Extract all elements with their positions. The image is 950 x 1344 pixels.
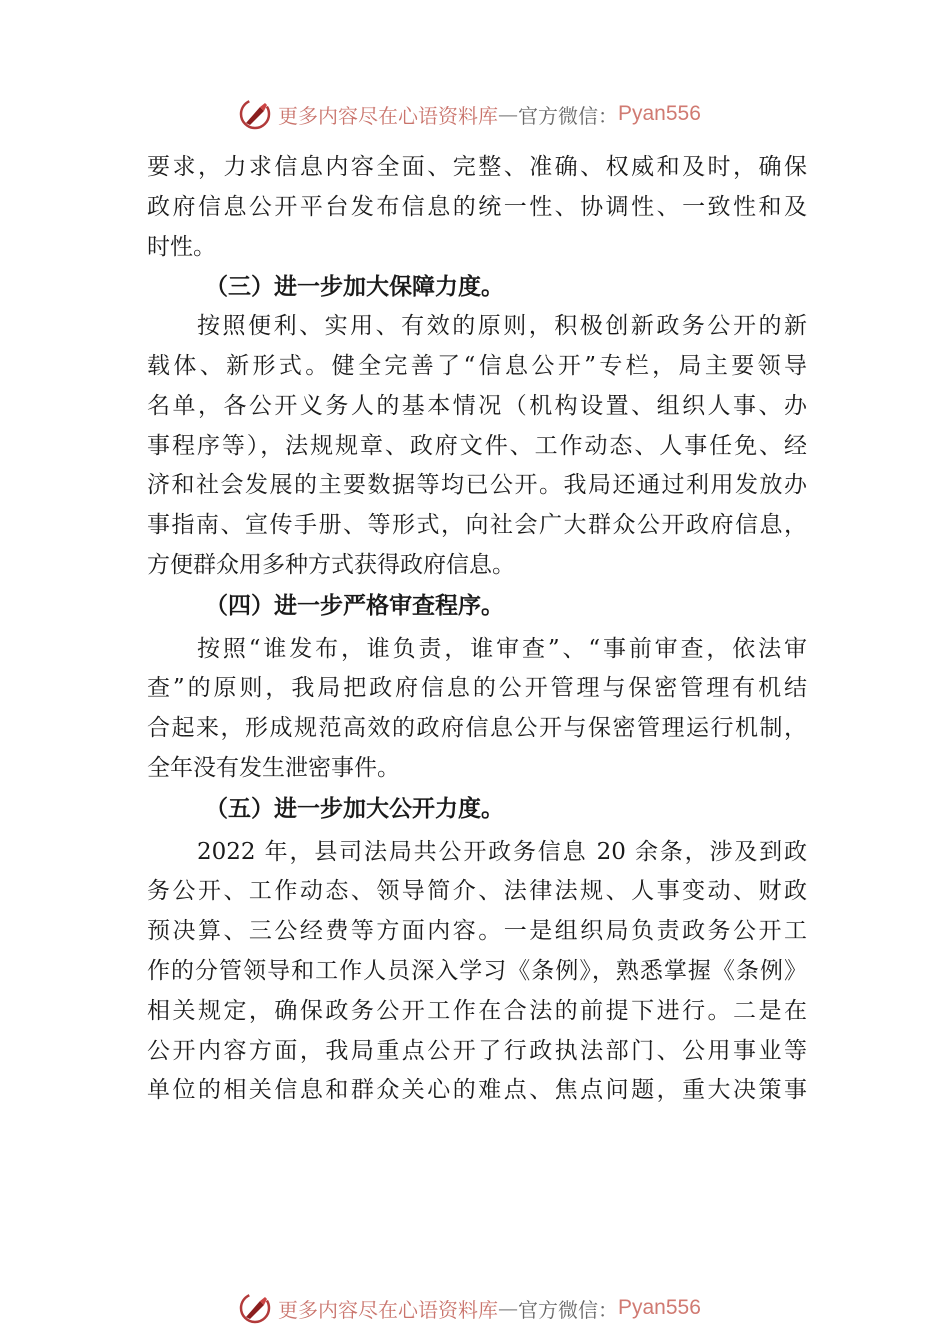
watermark-dash: — (498, 1296, 518, 1320)
text-line: 全年没有发生泄密事件。 (147, 754, 400, 781)
section-heading-5: （五）进一步加大公开力度。 (205, 794, 504, 822)
text-line: 作的分管领导和工作人员深入学习《条例》，熟悉掌握《条例》 (147, 957, 807, 984)
watermark-header (238, 96, 701, 132)
text-line: 事程序等），法规规章、政府文件、工作动态、人事任免、经 (147, 432, 807, 459)
watermark-account: Pyan556 (618, 1296, 701, 1319)
section-heading-3: （三）进一步加大保障力度。 (205, 273, 504, 301)
text-line: 事指南、宣传手册、等形式，向社会广大群众公开政府信息， (147, 512, 807, 539)
text-line: 名单，各公开义务人的基本情况（机构设置、组织人事、办 (147, 392, 807, 419)
watermark-brand: 更多内容尽在心语资料库 (278, 1297, 498, 1322)
text-line: 合起来，形成规范高效的政府信息公开与保密管理运行机制， (147, 715, 807, 742)
text-line: 时性。 (147, 233, 216, 260)
watermark-account: Pyan556 (618, 102, 701, 125)
section-heading-4: （四）进一步严格审查程序。 (205, 591, 504, 619)
text-line: 方便群众用多种方式获得政府信息。 (147, 551, 515, 578)
watermark-footer (238, 1290, 701, 1326)
text-line: 预决算、三公经费等方面内容。一是组织局负责政务公开工 (147, 918, 807, 945)
watermark-dash: — (498, 102, 518, 126)
text-line: 政府信息公开平台发布信息的统一性、协调性、一致性和及 (147, 193, 807, 220)
text-line: 公开内容方面，我局重点公开了行政执法部门、公用事业等 (147, 1037, 807, 1064)
pen-logo-icon (238, 1291, 272, 1325)
text-line: 单位的相关信息和群众关心的难点、焦点问题，重大决策事 (147, 1077, 807, 1104)
watermark-wechat-label: 官方微信： (518, 1297, 618, 1322)
text-line: 相关规定，确保政务公开工作在合法的前提下进行。二是在 (147, 997, 807, 1024)
watermark-wechat-label: 官方微信： (518, 103, 618, 128)
text-line: 按照便利、实用、有效的原则，积极创新政务公开的新 (197, 313, 807, 340)
text-line: 按照“谁发布，谁负责，谁审查”、“事前审查，依法审 (197, 635, 807, 662)
document-body (147, 148, 807, 1111)
watermark-brand: 更多内容尽在心语资料库 (278, 103, 498, 128)
text-line: 务公开、工作动态、领导简介、法律法规、人事变动、财政 (147, 878, 807, 905)
text-line: 查”的原则，我局把政府信息的公开管理与保密管理有机结 (147, 675, 807, 702)
text-line: 要求，力求信息内容全面、完整、准确、权威和及时，确保 (147, 154, 807, 180)
text-line: 2022 年，县司法局共公开政务信息 20 余条，涉及到政 (197, 838, 807, 865)
text-line: 载体、新形式。健全完善了“信息公开”专栏，局主要领导 (147, 352, 807, 379)
text-line: 济和社会发展的主要数据等均已公开。我局还通过利用发放办 (147, 472, 807, 499)
pen-logo-icon (238, 97, 272, 131)
